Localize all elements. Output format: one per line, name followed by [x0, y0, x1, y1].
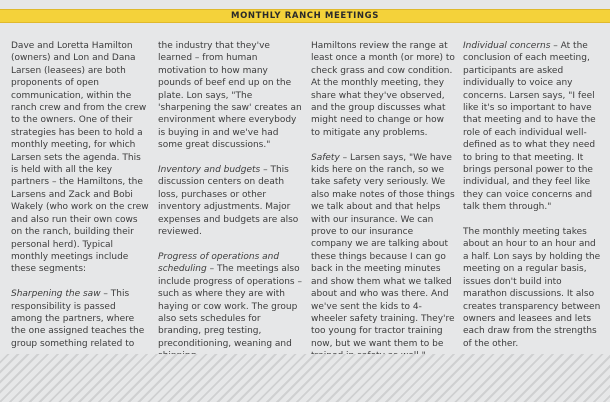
article-body	[0, 32, 610, 354]
paragraph-inventory	[158, 164, 302, 238]
paragraph-range-continued: Hamiltons review the range at least once a month (or more) to check grass and cow condition. At the monthly meeting, they share what they've observed, and the group discusses what might need to change or how to mitigate any problems.	[311, 41, 455, 138]
subhead-inventory: Inventory and budgets	[158, 165, 261, 176]
column-4	[463, 40, 603, 354]
column-3	[311, 40, 455, 354]
paragraph-text: – Larsen says, "We have kids here on the ranch, so we take safety very seriously. We also make notes of those things we talk about and that helps with our insurance. We can prove to our insurance company we are talking about these things because I can go back in the meeting minutes and show them what we talked about and who was there. And we've sent the kids to 4-wheeler safety training. They're too young for tractor training now, but we want them to be	[311, 152, 455, 349]
paragraph-text: – The meetings also include progress of operations – such as where they are with haying or cow work. The group also sets schedules for branding, preg testing, preconditioning, weaning and	[158, 264, 302, 349]
paragraph-sharpening-saw	[11, 288, 149, 350]
column-1	[11, 40, 149, 354]
page-title: MONTHLY RANCH MEETINGS	[231, 11, 379, 21]
paragraph-conclusion: The monthly meeting takes about an hour to an hour and a half. Lon says by holding the meeting on a regular basis, issues don't build into marathon discussions. It also creates transparency between owners and leasees and lets each draw from the strengths of the other.	[463, 227, 601, 349]
subhead-progress: Progress of operations and scheduling	[158, 251, 280, 275]
paragraph-progress	[158, 251, 302, 363]
paragraph-safety	[311, 152, 455, 363]
paragraph-text: – At the conclusion of each meeting, participants are asked individually to voice any concerns. Larsen says, "I feel like it's so important to have that meeting and to have the role of each individual well-defined as to what they need to bring to that meeting. It brings personal power to the individual, and they feel like they can voice concerns and talk them through."	[463, 41, 596, 213]
subhead-individual-concerns: Individual concerns	[463, 41, 551, 51]
paragraph-continued: the industry that they've learned – from human motivation to how many pounds of beef end up on the plate. Lon says, "The 'sharpening the saw' creates an environment where everybody is buying in and we've had some great discussions."	[158, 41, 302, 151]
hatched-footer-band	[0, 354, 610, 402]
header-banner	[0, 0, 610, 32]
paragraph-text: – This discussion centers on death loss, purchases or other inventory adjustments. Major expenses and budgets are also reviewed.	[158, 165, 299, 238]
paragraph-intro: Dave and Loretta Hamilton (owners) and Lon and Dana Larsen (leasees) are both proponents of open communication, within the ranch crew and from the crew to the owners. One of their strategies has been to hold a monthly meeting, for which Larsen sets the agenda. This is held with all the key partners – the Hamiltons, the Larsens and Zack and Bobi Wakely (who work on the crew and also run their own cows on the ranch, building their personal herd). Typical monthly meetings include these segments:	[11, 41, 149, 275]
column-2	[158, 40, 302, 354]
subhead-sharpening-saw: Sharpening the saw	[11, 289, 101, 300]
subhead-safety: Safety	[311, 152, 340, 163]
paragraph-individual-concerns	[463, 40, 603, 214]
paragraph-text: – This responsibility is passed among the partners, where the one assigned teaches the group something related to	[11, 289, 145, 349]
